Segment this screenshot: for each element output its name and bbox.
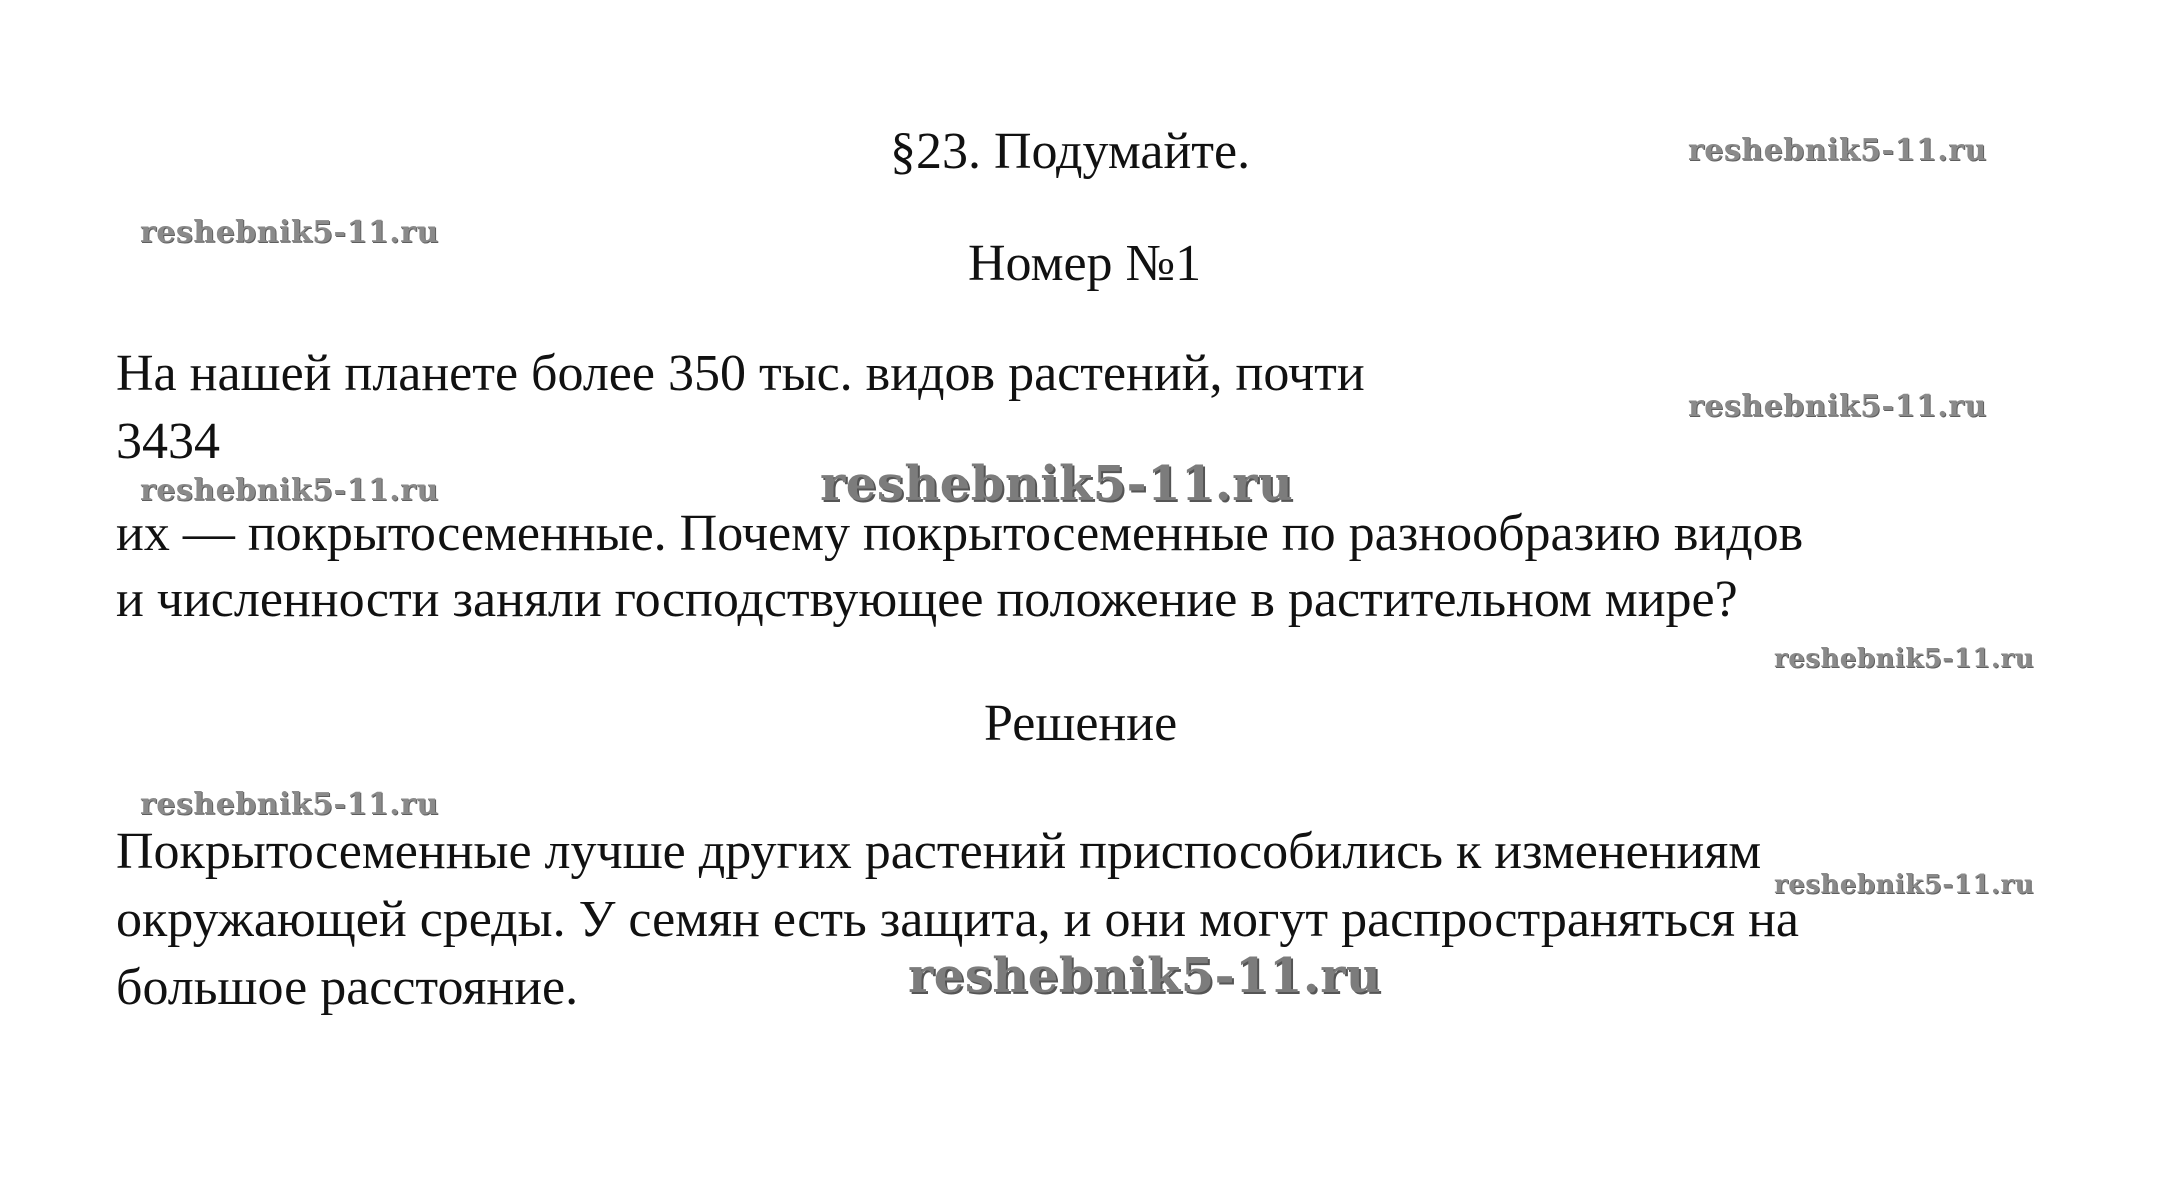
watermark: reshebnik5-11.ru xyxy=(908,948,1382,1004)
answer-line-2: окружающей среды. У семян есть защита, и они могут распространяться на xyxy=(116,891,1799,948)
watermark: reshebnik5-11.ru xyxy=(820,456,1294,512)
watermark: reshebnik5-11.ru xyxy=(140,215,439,250)
watermark: reshebnik5-11.ru xyxy=(1688,389,1987,424)
watermark: reshebnik5-11.ru xyxy=(140,787,439,822)
question-line-2: 3434 xyxy=(116,413,220,470)
watermark: reshebnik5-11.ru xyxy=(1774,644,2035,674)
watermark: reshebnik5-11.ru xyxy=(1774,870,2035,900)
answer-line-1: Покрытосеменные лучше других растений приспособились к изменениям xyxy=(116,823,1762,880)
watermark: reshebnik5-11.ru xyxy=(140,473,439,508)
answer-line-3: большое расстояние. xyxy=(116,959,579,1016)
solution-title: Решение xyxy=(984,695,1178,752)
watermark: reshebnik5-11.ru xyxy=(1688,133,1987,168)
question-line-1: На нашей планете более 350 тыс. видов растений, почти xyxy=(116,345,1365,402)
question-line-4: и численности заняли господствующее положение в растительном мире? xyxy=(116,571,1738,628)
question-line-3: их — покрытосеменные. Почему покрытосеменные по разнообразию видов xyxy=(116,505,1804,562)
number-title: Номер №1 xyxy=(968,235,1202,292)
section-title: §23. Подумайте. xyxy=(890,123,1251,180)
